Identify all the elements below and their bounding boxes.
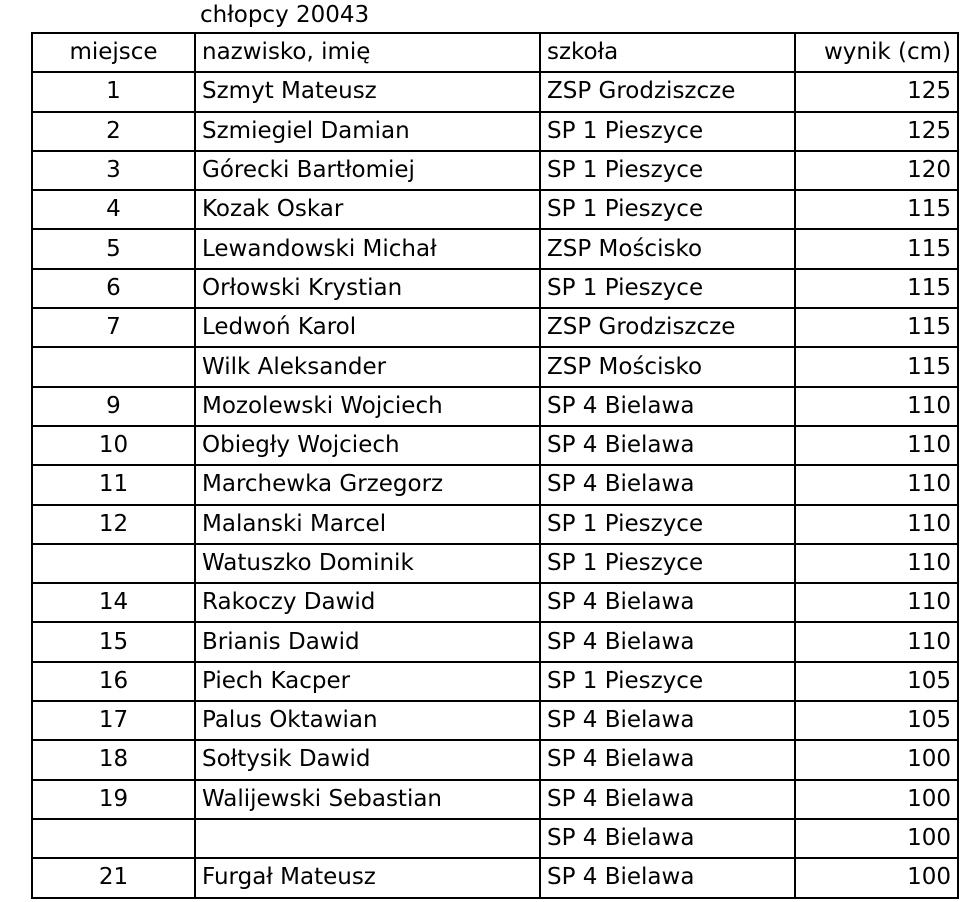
- table-row: [32, 740, 958, 779]
- cell-name: Orłowski Krystian: [195, 269, 540, 308]
- cell-place: 1: [32, 72, 195, 111]
- table-row: [32, 701, 958, 740]
- cell-school: SP 1 Pieszyce: [540, 269, 795, 308]
- cell-score: 115: [795, 190, 958, 229]
- cell-score: 115: [795, 347, 958, 386]
- cell-place: 21: [32, 858, 195, 897]
- cell-school: ZSP Grodziszcze: [540, 308, 795, 347]
- cell-school: SP 1 Pieszyce: [540, 151, 795, 190]
- cell-name: Górecki Bartłomiej: [195, 151, 540, 190]
- header-place: miejsce: [32, 33, 195, 72]
- cell-school: SP 4 Bielawa: [540, 701, 795, 740]
- cell-name: Watuszko Dominik: [195, 544, 540, 583]
- cell-score: 100: [795, 819, 958, 858]
- cell-score: 110: [795, 544, 958, 583]
- cell-school: SP 1 Pieszyce: [540, 112, 795, 151]
- cell-score: 110: [795, 505, 958, 544]
- table-row: [32, 387, 958, 426]
- cell-name: [195, 819, 540, 858]
- cell-school: SP 4 Bielawa: [540, 426, 795, 465]
- cell-place: 11: [32, 465, 195, 504]
- table-row: [32, 347, 958, 386]
- cell-score: 100: [795, 740, 958, 779]
- cell-name: Walijewski Sebastian: [195, 780, 540, 819]
- cell-place: 7: [32, 308, 195, 347]
- cell-place: 9: [32, 387, 195, 426]
- cell-score: 125: [795, 72, 958, 111]
- cell-score: 100: [795, 780, 958, 819]
- cell-name: Szmyt Mateusz: [195, 72, 540, 111]
- cell-place: [32, 347, 195, 386]
- cell-score: 110: [795, 622, 958, 661]
- cell-place: 3: [32, 151, 195, 190]
- table-row: [32, 622, 958, 661]
- cell-school: ZSP Mościsko: [540, 229, 795, 268]
- cell-place: 14: [32, 583, 195, 622]
- cell-place: [32, 544, 195, 583]
- cell-name: Obiegły Wojciech: [195, 426, 540, 465]
- cell-school: SP 4 Bielawa: [540, 583, 795, 622]
- cell-name: Palus Oktawian: [195, 701, 540, 740]
- cell-school: SP 1 Pieszyce: [540, 190, 795, 229]
- table-row: [32, 858, 958, 897]
- table-body: [32, 72, 958, 897]
- cell-place: 18: [32, 740, 195, 779]
- table-row: [32, 819, 958, 858]
- cell-place: 16: [32, 662, 195, 701]
- cell-score: 110: [795, 583, 958, 622]
- table-row: [32, 112, 958, 151]
- results-table: [31, 32, 959, 899]
- cell-name: Ledwoń Karol: [195, 308, 540, 347]
- cell-score: 115: [795, 269, 958, 308]
- cell-school: SP 4 Bielawa: [540, 780, 795, 819]
- cell-score: 105: [795, 662, 958, 701]
- table-row: [32, 229, 958, 268]
- cell-score: 115: [795, 308, 958, 347]
- cell-school: ZSP Mościsko: [540, 347, 795, 386]
- cell-school: SP 1 Pieszyce: [540, 505, 795, 544]
- header-name: nazwisko, imię: [195, 33, 540, 72]
- cell-place: 19: [32, 780, 195, 819]
- table-row: [32, 662, 958, 701]
- cell-place: 5: [32, 229, 195, 268]
- table-row: [32, 780, 958, 819]
- cell-score: 120: [795, 151, 958, 190]
- cell-score: 110: [795, 387, 958, 426]
- table-row: [32, 151, 958, 190]
- header-row: [32, 33, 958, 72]
- cell-school: SP 1 Pieszyce: [540, 662, 795, 701]
- cell-score: 110: [795, 426, 958, 465]
- cell-school: SP 4 Bielawa: [540, 465, 795, 504]
- cell-name: Kozak Oskar: [195, 190, 540, 229]
- cell-score: 100: [795, 858, 958, 897]
- cell-place: 6: [32, 269, 195, 308]
- table-row: [32, 426, 958, 465]
- table-row: [32, 465, 958, 504]
- table-row: [32, 269, 958, 308]
- cell-school: ZSP Grodziszcze: [540, 72, 795, 111]
- cell-place: 17: [32, 701, 195, 740]
- cell-score: 110: [795, 465, 958, 504]
- cell-name: Rakoczy Dawid: [195, 583, 540, 622]
- table-row: [32, 190, 958, 229]
- table-row: [32, 72, 958, 111]
- cell-score: 105: [795, 701, 958, 740]
- cell-school: SP 4 Bielawa: [540, 387, 795, 426]
- cell-place: 15: [32, 622, 195, 661]
- cell-school: SP 1 Pieszyce: [540, 544, 795, 583]
- cell-place: 12: [32, 505, 195, 544]
- cell-school: SP 4 Bielawa: [540, 819, 795, 858]
- cell-place: [32, 819, 195, 858]
- table-row: [32, 505, 958, 544]
- cell-name: Szmiegiel Damian: [195, 112, 540, 151]
- cell-score: 115: [795, 229, 958, 268]
- cell-school: SP 4 Bielawa: [540, 622, 795, 661]
- cell-name: Wilk Aleksander: [195, 347, 540, 386]
- table-row: [32, 544, 958, 583]
- table-row: [32, 308, 958, 347]
- cell-name: Brianis Dawid: [195, 622, 540, 661]
- cell-place: 10: [32, 426, 195, 465]
- table-row: [32, 583, 958, 622]
- cell-school: SP 4 Bielawa: [540, 858, 795, 897]
- header-school: szkoła: [540, 33, 795, 72]
- cell-place: 2: [32, 112, 195, 151]
- cell-school: SP 4 Bielawa: [540, 740, 795, 779]
- cell-score: 125: [795, 112, 958, 151]
- header-score: wynik (cm): [795, 33, 958, 72]
- cell-name: Piech Kacper: [195, 662, 540, 701]
- cell-name: Marchewka Grzegorz: [195, 465, 540, 504]
- cell-name: Mozolewski Wojciech: [195, 387, 540, 426]
- cell-name: Malanski Marcel: [195, 505, 540, 544]
- cell-name: Lewandowski Michał: [195, 229, 540, 268]
- cell-place: 4: [32, 190, 195, 229]
- page-title: chłopcy 20043: [200, 2, 370, 28]
- cell-name: Sołtysik Dawid: [195, 740, 540, 779]
- cell-name: Furgał Mateusz: [195, 858, 540, 897]
